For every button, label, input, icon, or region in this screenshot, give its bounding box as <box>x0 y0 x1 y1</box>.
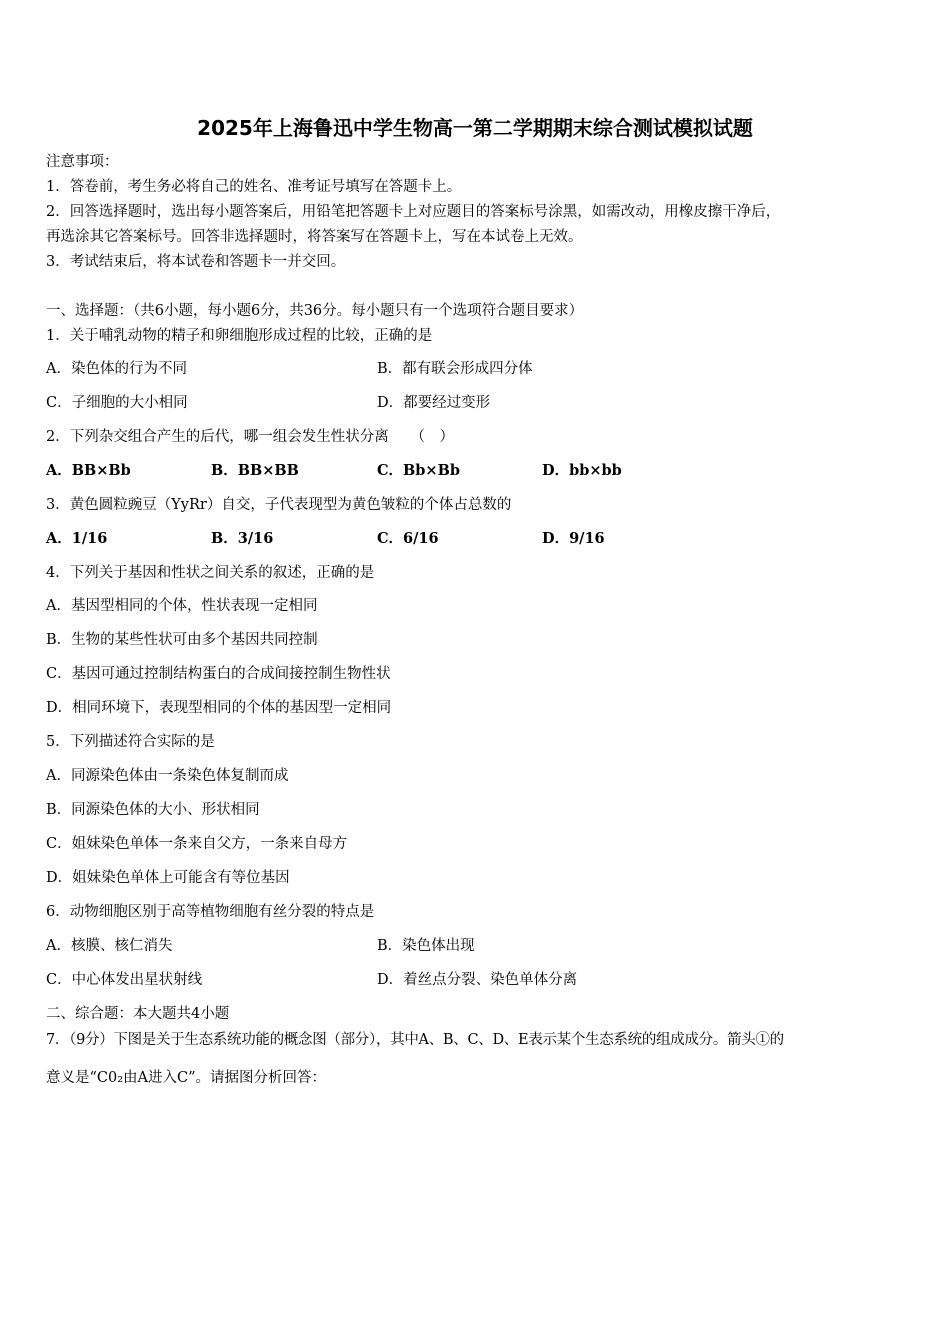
question-1-option-c: C．子细胞的大小相同 <box>46 395 188 411</box>
question-4-option-c: C．基因可通过控制结构蛋白的合成间接控制生物性状 <box>46 666 391 682</box>
page-title: 2025年上海鲁迅中学生物高一第二学期期末综合测试模拟试题 <box>197 116 753 140</box>
notice-item-3: 3．考试结束后，将本试卷和答题卡一并交回。 <box>46 254 346 270</box>
question-4-option-b: B．生物的某些性状可由多个基因共同控制 <box>46 632 318 648</box>
notice-heading: 注意事项： <box>46 154 119 170</box>
question-1-option-d: D．都要经过变形 <box>377 395 491 411</box>
notice-item-2-cont: 再选涂其它答案标号。回答非选择题时，将答案写在答题卡上，写在本试卷上无效。 <box>46 229 583 245</box>
question-1-stem: 1．关于哺乳动物的精子和卵细胞形成过程的比较，正确的是 <box>46 328 433 344</box>
question-5-option-b: B．同源染色体的大小、形状相同 <box>46 802 260 818</box>
question-3-option-d: D．9/16 <box>542 530 605 547</box>
section-1-heading: 一、选择题：（共6小题，每小题6分，共36分。每小题只有一个选项符合题目要求） <box>46 303 584 319</box>
question-5-option-d: D．姐妹染色单体上可能含有等位基因 <box>46 870 290 886</box>
question-2-option-b: B．BB×BB <box>211 462 299 479</box>
question-7-line-1: 7．（9分）下图是关于生态系统功能的概念图（部分），其中A、B、C、D、E表示某个生态系统的组成成分。箭头①的 <box>46 1032 784 1048</box>
question-2-option-a: A．BB×Bb <box>46 462 131 479</box>
question-5-option-a: A．同源染色体由一条染色体复制而成 <box>46 768 289 784</box>
question-2-option-c: C．Bb×Bb <box>377 462 460 479</box>
question-3-stem: 3．黄色圆粒豌豆（YyRr）自交，子代表现型为黄色皱粒的个体占总数的 <box>46 497 512 513</box>
question-3-option-c: C．6/16 <box>377 530 439 547</box>
question-6-option-a: A．核膜、核仁消失 <box>46 938 173 954</box>
question-6-option-d: D．着丝点分裂、染色单体分离 <box>377 972 578 988</box>
question-3-option-a: A．1/16 <box>46 530 108 547</box>
notice-item-1: 1．答卷前，考生务必将自己的姓名、准考证号填写在答题卡上。 <box>46 179 462 195</box>
question-7-line-2: 意义是“C0₂由A进入C”。请据图分析回答： <box>46 1070 327 1086</box>
question-6-stem: 6．动物细胞区别于高等植物细胞有丝分裂的特点是 <box>46 904 375 920</box>
question-4-stem: 4．下列关于基因和性状之间关系的叙述，正确的是 <box>46 565 375 581</box>
question-2-stem: 2．下列杂交组合产生的后代，哪一组会发生性状分离 （ ） <box>46 429 454 445</box>
notice-item-2: 2．回答选择题时，选出每小题答案后，用铅笔把答题卡上对应题目的答案标号涂黑，如需改动，用橡皮擦干净后， <box>46 204 781 220</box>
question-6-option-c: C．中心体发出星状射线 <box>46 972 203 988</box>
question-4-option-a: A．基因型相同的个体，性状表现一定相同 <box>46 598 318 614</box>
question-4-option-d: D．相同环境下，表现型相同的个体的基因型一定相同 <box>46 700 392 716</box>
question-5-stem: 5．下列描述符合实际的是 <box>46 734 215 750</box>
question-6-option-b: B．染色体出现 <box>377 938 475 954</box>
question-5-option-c: C．姐妹染色单体一条来自父方，一条来自母方 <box>46 836 348 852</box>
section-2-heading: 二、综合题：本大题共4小题 <box>46 1006 230 1022</box>
question-1-option-b: B．都有联会形成四分体 <box>377 361 533 377</box>
question-1-option-a: A．染色体的行为不同 <box>46 361 187 377</box>
question-3-option-b: B．3/16 <box>211 530 274 547</box>
question-2-option-d: D．bb×bb <box>542 462 622 479</box>
